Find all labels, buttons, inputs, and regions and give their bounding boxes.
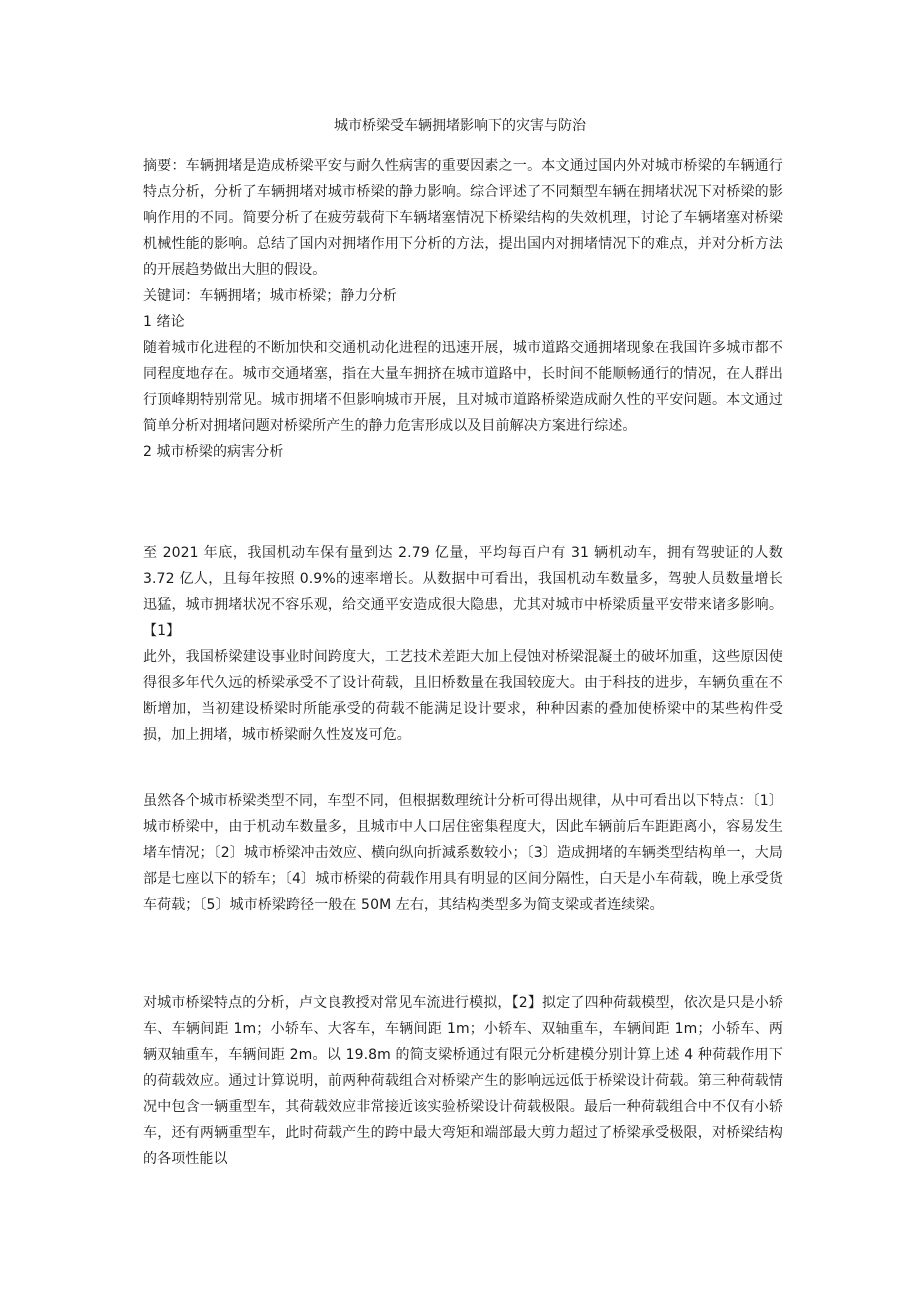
features-section — [143, 788, 783, 918]
abstract-paragraph: 摘要：车辆拥堵是造成桥梁平安与耐久性病害的重要因素之一。本文通过国内外对城市桥梁的车辆通行特点分析，分析了车辆拥堵对城市桥梁的静力影响。综合评述了不同類型车辆在拥堵状况下对桥梁的影响作用的不同。简要分析了在疲劳载荷下车辆堵塞情况下桥梁结构的失效机理，讨论了车辆堵塞对桥梁机械性能的影响。总结了国内对拥堵作用下分析的方法，提出国内对拥堵情况下的难点，并对分析方法的开展趋势做出大胆的假设。 — [143, 158, 783, 278]
features-paragraph: 虽然各个城市桥梁类型不同，车型不同，但根据数理统计分析可得出规律，从中可看出以下特点：〔1〕城市桥梁中，由于机动车数量多，且城市中人口居住密集程度大，因此车辆前后车距距离小，容易发生堵车情况；〔2〕城市桥梁冲击效应、横向纵向折減系数较小；〔3〕造成拥堵的车辆类型结构单一，大局部是七座以下的轿车；〔4〕城市桥梁的荷载作用具有明显的区间分隔性，白天是小车荷载，晚上承受货车荷载；〔5〕城市桥梁跨径一般在 50M 左右，其结构类型多为简支梁或者连续梁。 — [143, 793, 783, 913]
document-title: 城市桥梁受车辆拥堵影响下的灾害与防治 — [334, 118, 586, 134]
analysis-paragraph: 对城市桥梁特点的分析，卢文良教授对常见车流进行模拟，【2】拟定了四种荷载模型，依次是只是小轿车、车辆间距 1m；小轿车、大客车，车辆间距 1m；小轿车、双轴重车，车辆间距 1m；小轿车、两辆双轴重车，车辆间距 2m。以 19.8m 的简支梁桥通过有限元分析建模分别计算上述 4 种荷载作用下的荷载效应。通过计算说明，前两种荷载组合对桥梁产生的影响远远低于桥梁设计荷载。第三种荷载情况中包含一辆重型车，其荷载效应非常接近该实验桥梁设计荷载极限。最后一种荷载组合中不仅有小轿车，还有两辆重型车，此时荷载产生的跨中最大弯矩和端部最大剪力超过了桥梁承受极限，对桥梁结构的各项性能以 — [143, 995, 783, 1167]
section-1-paragraph: 随着城市化进程的不断加快和交通机动化进程的迅速开展，城市道路交通拥堵现象在我国许多城市都不同程度地存在。城市交通堵塞，指在大量车拥挤在城市道路中，长时间不能顺畅通行的情况，在人群出行顶峰期特别常见。城市拥堵不但影响城市开展，且对城市道路桥梁造成耐久性的平安问题。本文通过简单分析对拥堵问题对桥梁所产生的静力危害形成以及目前解决方案进行综述。 — [143, 340, 783, 434]
stats-section — [143, 540, 783, 748]
analysis-section — [143, 990, 783, 1172]
front-matter — [143, 153, 783, 465]
section-2-heading: 2 城市桥梁的病害分析 — [143, 444, 284, 460]
keywords-line: 关键词：车辆拥堵；城市桥梁；静力分析 — [143, 288, 397, 304]
section-1-heading: 1 绪论 — [143, 314, 185, 330]
stats-paragraph: 至 2021 年底，我国机动车保有量到达 2.79 亿量，平均每百户有 31 辆机动车，拥有驾驶证的人数 3.72 亿人，且每年按照 0.9%的速率增长。从数据中可看出，我国机动车数量多，驾驶人员数量增长迅猛，城市拥堵状况不容乐观，给交通平安造成很大隐患，尤其对城市中桥梁质量平安带来诸多影响。【1】 — [143, 545, 783, 639]
aging-bridges-paragraph: 此外，我国桥梁建设事业时间跨度大，工艺技术差距大加上侵蚀对桥梁混凝土的破坏加重，这些原因使得很多年代久远的桥梁承受不了设计荷载，且旧桥数量在我国较庞大。由于科技的进步，车辆负重在不断增加，当初建设桥梁时所能承受的荷载不能满足设计要求，种种因素的叠加使桥梁中的某些构件受损，加上拥堵，城市桥梁耐久性岌岌可危。 — [143, 649, 783, 743]
